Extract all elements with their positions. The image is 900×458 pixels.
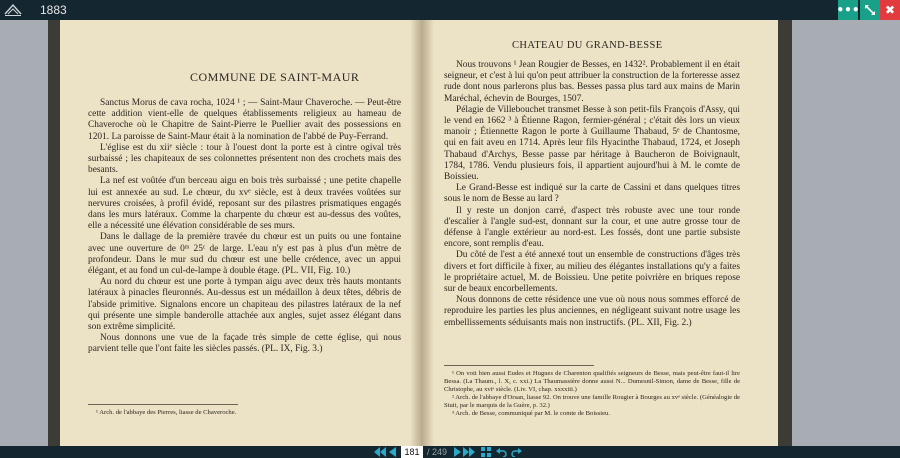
footnote: ¹ Arch. de l'abbaye des Pierres, liasse de Chaveroche. (96, 409, 237, 416)
paragraph: Au nord du chœur est une porte à tympan aigu avec deux très hauts montants latéraux à pinacles fleuronnés. Au-dessus est un médaillon à deux têtes, débris de l'abside primitive. Signalons encore un chapiteau des pilastres latéraux de la nef qui présente une simple banderolle attachée aux angles, sujet assez élégant dans son extrême simplicité. (88, 277, 401, 333)
more-options-button[interactable]: ••• (838, 0, 858, 20)
footnote-rule (88, 404, 238, 405)
close-button[interactable]: ✖ (880, 0, 900, 20)
paragraph: Dans le dallage de la première travée du chœur est un puits ou une fontaine avec une ouverture de 0ᵐ 25ᶜ de large. L'eau n'y est pas à plus d'un mètre de profondeur. Dans le mur sud du chœur est une belle crédence, avec un appui élégant, et au fond un cul-de-lampe à double étage. (PL. VII, Fig. 10.) (88, 232, 401, 277)
document-title: 1883 (40, 3, 67, 17)
bottom-navigation-bar (0, 446, 900, 458)
paragraph: Il y reste un donjon carré, d'aspect très robuste avec une tour ronde d'escalier à l'angle sud-est, donnant sur la cour, et une autre grosse tour de défense à l'angle extérieur au nord-est. Les fossés, dont une partie subsiste encore, sont remplis d'eau. (444, 205, 740, 250)
right-page (422, 20, 778, 446)
right-footnotes (444, 370, 740, 418)
right-page-body (444, 60, 740, 329)
total-pages: / 249 (427, 447, 448, 457)
page-title: COMMUNE DE SAINT-MAUR (190, 70, 360, 84)
paragraph: L'église est du xiiᵉ siècle : tour à l'ouest dont la porte est à cintre ogival très surbaissé ; les chapiteaux de ses colonnettes présentent non des crochets mais des besants. (88, 142, 401, 176)
paragraph: Nous trouvons ¹ Jean Rougier de Besses, en 1432². Probablement il en était seigneur, et c'est à lui qu'on peut attribuer la construction de la forteresse assez rude dont nous parlerons plus bas. Besses passa plus tard aux mains de Marin Maréchal, échevin de Bourges, 1507. (444, 60, 740, 104)
paragraph: Sanctus Morus de cava rocha, 1024 ¹ ; — Saint-Maur Chaveroche. — Peut-être cette addition vient-elle de quelques établissements religieux au hameau de Chaveroche où le Chapitre de Saint-Pierre le Puellier avait des possessions en 1201. La paroisse de Saint-Maur était à la nomination de l'abbé de Puy-Ferrand. (88, 98, 401, 142)
paragraph: Pélagie de Villebouchet transmet Besse à son petit-fils François d'Assy, qui le vend en 1662 ³ à Étienne Ragon, fermier-général ; c'était dès lors un vieux manoir ; Étiennette Ragon le porte à Guillaume Thabaud, 5ᵉ de Chantosme, qui en fait aveu en 1714. Après leur fils Hyacinthe Thabaud, 1724, et Joseph Thabaud d'Archys, Besse passe par héritage à Baucheron de Boivignault, 1784, 1786. Vendu plusieurs fois, il appartient aujourd'hui à M. le comte de Boissieu. (444, 104, 740, 183)
running-head: CHATEAU DU GRAND-BESSE (512, 40, 663, 51)
book-viewer[interactable] (0, 20, 900, 446)
undo-icon[interactable] (496, 447, 507, 457)
left-page (60, 20, 422, 446)
paragraph: La nef est voûtée d'un berceau aigu en bois très surbaissé ; une petite chapelle lui est annexée au sud. Le chœur, du xvᵉ siècle, est à deux travées voûtées sur nervures croisées, à profil évidé, reposant sur des pilastres prismatiques engagés dans les murs latéraux. Comme la charpente du chœur est au-dessus des voûtes, elle a nécessité une élévation considérable de ses murs. (88, 176, 401, 232)
paragraph: Nous donnons une vue de la façade très simple de cette église, qui nous parvient telle que l'ont faite les siècles passés. (PL. IX, Fig. 3.) (88, 333, 401, 355)
paragraph: Le Grand-Besse est indiqué sur la carte de Cassini et dans quelques titres sous le nom de Besse au lard ? (444, 183, 740, 205)
book-edge-right (778, 20, 792, 446)
expand-icon (864, 4, 876, 16)
paragraph: Du côté de l'est a été annexé tout un ensemble de constructions d'âges très divers et fort difficile à fixer, au milieu des élégantes installations qu'y a faites le propriétaire actuel, M. de Boissieu. Une petite poivrière en briques repose sur de beaux encorbellements. (444, 250, 740, 295)
redo-icon[interactable] (511, 447, 522, 457)
paragraph: Nous donnons de cette résidence une vue où nous nous sommes efforcé de reproduire les parties les plus anciennes, en négligeant suivant notre usage les embellissements séduisants mais non instructifs. (PL. XII, Fig. 2.) (444, 295, 740, 328)
footnote: ¹ On voit bien aussi Eudes et Hugues de Charenton qualifiés seigneurs de Besse, mais peut-être faut-il lire Bessa. (La Thaum., l. X, c. xxi.) La Thaumassière donne aussi N... Dumesnil-Simon, dame de Besse, fille de Christophe, au xviᵉ siècle. (Liv. VI, chap. xxxxiii.) (444, 370, 740, 393)
left-footnotes (88, 409, 401, 417)
grid-view-icon[interactable] (481, 447, 491, 457)
top-toolbar (0, 0, 900, 20)
page-number-input[interactable]: 181 (401, 446, 423, 458)
library-logo-icon[interactable] (2, 1, 24, 19)
book-edge-left (48, 20, 60, 446)
next-page-icon[interactable] (454, 447, 461, 457)
book-gutter (410, 20, 434, 446)
last-page-icon[interactable] (463, 447, 475, 457)
fullscreen-button[interactable] (860, 0, 880, 20)
first-page-icon[interactable] (374, 447, 386, 457)
footnote: ² Arch. de l'abbaye d'Orsan, liasse 92. On trouve une famille Rougier à Bourges au xvᵉ siècle. (Généalogie de Stuit, par le marquis de la Guère, p. 32.) (444, 394, 740, 409)
footnote: ³ Arch. de Besse, communiqué par M. le comte de Boissieu. (452, 410, 610, 417)
previous-page-icon[interactable] (389, 447, 396, 457)
left-page-body (88, 98, 401, 356)
footnote-rule (444, 365, 594, 366)
